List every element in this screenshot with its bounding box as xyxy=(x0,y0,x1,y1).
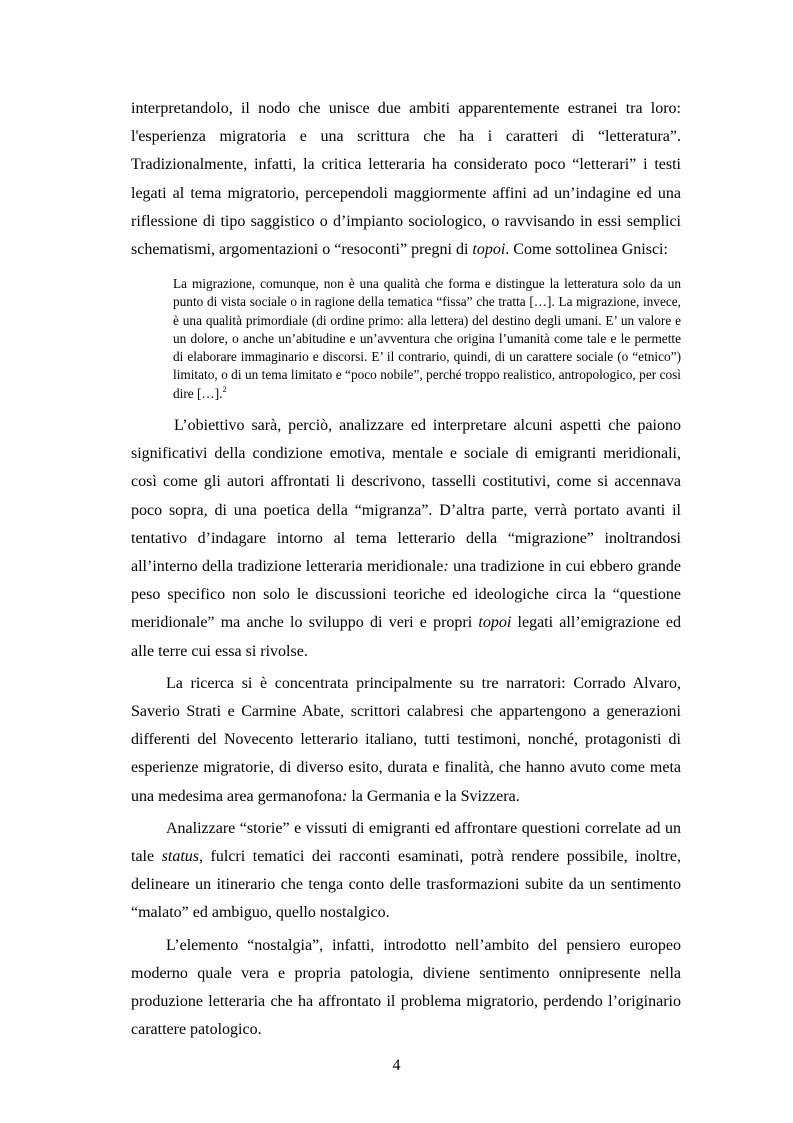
paragraph-objective-text-mid: una tradizione in cui ebbero grande peso specifico non solo le discussioni teoriche ed ideologiche circa la “questione meridionale” ma anche lo sviluppo di veri e propri xyxy=(131,558,682,632)
paragraph-nostalgia-text: L’elemento “nostalgia”, infatti, introdotto nell’ambito del pensiero europeo moderno quale vera e propria patologia, diviene sentimento onnipresente nella produzione letteraria che ha affrontato il problema migratorio, perdendo l’originario carattere patologico. xyxy=(131,936,681,1039)
italic-term: status xyxy=(161,848,199,866)
block-quote xyxy=(173,275,681,403)
paragraph-intro-text-end: . Come sottolinea Gnisci: xyxy=(505,241,668,259)
italic-colon: : xyxy=(342,787,348,805)
page-number: 4 xyxy=(392,1057,401,1074)
italic-colon: : xyxy=(443,558,449,576)
footnote-ref[interactable]: 2 xyxy=(222,384,227,394)
paragraph-research-text: La ricerca si è concentrata principalmente su tre narratori: Corrado Alvaro, Saverio Strati e Carmine Abate, scrittori calabresi che appartengono a generazioni differenti del Novecento letterario italiano, tutti testimoni, nonché, protagonisti di esperienze migratorie, di diverso esito, durata e finalità, che hanno avuto come meta una medesima area germanofona xyxy=(131,674,681,805)
paragraph-objective xyxy=(131,412,681,666)
body-text xyxy=(131,412,681,1048)
block-quote-text: La migrazione, comunque, non è una qualità che forma e distingue la letteratura solo da un punto di vista sociale o in ragione della tematica “fissa” che tratta […]. La migrazione, invece, è una qualità primordiale (di ordine primo: alla lettera) del destino degli umani. E’ un valore e un dolore, o anche un’abitudine e un’avventura che origina l’umanità come tale e le permette di elaborare immaginario e discorsi. E’ il contrario, quindi, di un carattere sociale (o “etnico”) limitato, o di un tema limitato e “poco nobile”, perché troppo realistico, antropologico, per così dire […]. xyxy=(173,276,681,401)
paragraph-analysis-text-end: , fulcri tematici dei racconti esaminati, potrà rendere possibile, inoltre, delineare un itinerario che tenga conto delle trasformazioni subite da un sentimento “malato” ed ambiguo, quello nostalgico. xyxy=(131,848,682,922)
paragraph-research xyxy=(131,670,681,811)
paragraph-objective-text-end: legati all’emigrazione ed alle terre cui essa si rivolse. xyxy=(131,614,681,660)
paragraph-objective-text: L’obiettivo sarà, perciò, analizzare ed interpretare alcuni aspetti che paiono significativi della condizione emotiva, mentale e sociale di emigranti meridionali, così come gli autori affrontati li descrivono, tasselli costitutivi, come si accennava poco sopra, di una poetica della “migranza”. D’altra parte, verrà portato avanti il tentativo d’indagare intorno al tema letterario della “migrazione” inoltrandosi all’interno della tradizione letteraria meridionale xyxy=(131,417,681,576)
paragraph-intro xyxy=(131,95,681,264)
paragraph-intro-text: interpretandolo, il nodo che unisce due ambiti apparentemente estranei tra loro: l'esperienza migratoria e una scrittura che ha i caratteri di “letteratura”. Tradizionalmente, infatti, la critica letteraria ha considerato poco “letterari” i testi legati al tema migratorio, percependoli maggiormente affini ad un’indagine ed una riflessione di tipo saggistico o d’impianto sociologico, o ravvisando in essi semplici schematismi, argomentazioni o “resoconti” pregni di xyxy=(131,100,681,259)
italic-term: topoi xyxy=(472,241,506,259)
paragraph-research-text-end: la Germania e la Svizzera. xyxy=(347,787,520,805)
paragraph-nostalgia xyxy=(131,932,681,1045)
paragraph-analysis xyxy=(131,815,681,928)
italic-term: topoi xyxy=(478,614,512,632)
paragraph-analysis-text: Analizzare “storie” e vissuti di emigranti ed affrontare questioni correlate ad un tale xyxy=(131,819,681,866)
